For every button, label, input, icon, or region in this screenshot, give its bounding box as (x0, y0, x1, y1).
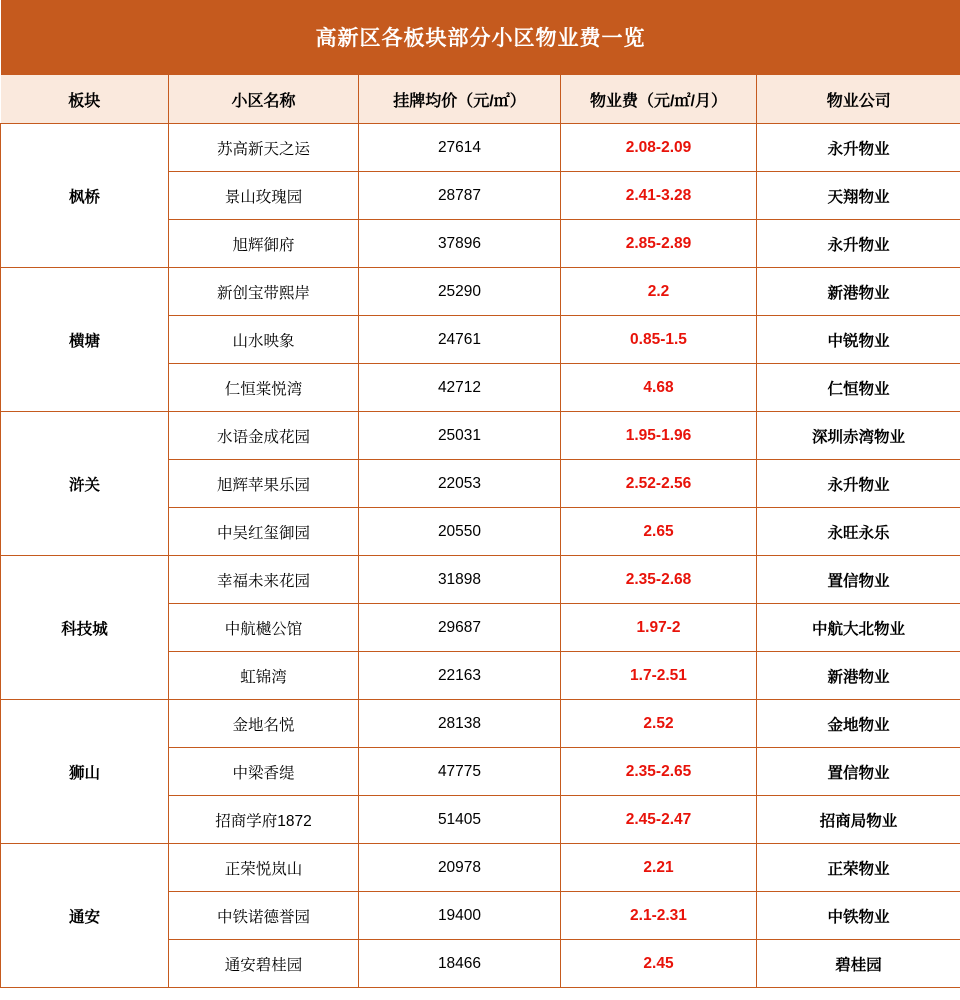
listing-price-cell: 20550 (359, 508, 561, 556)
community-name-cell: 正荣悦岚山 (169, 844, 359, 892)
property-company-cell: 永升物业 (757, 124, 960, 172)
block-cell: 科技城 (1, 556, 169, 700)
community-name-cell: 幸福未来花园 (169, 556, 359, 604)
property-fee-cell: 2.85-2.89 (561, 220, 757, 268)
property-fee-cell: 2.21 (561, 844, 757, 892)
listing-price-cell: 29687 (359, 604, 561, 652)
listing-price-cell: 28138 (359, 700, 561, 748)
property-company-cell: 永升物业 (757, 220, 960, 268)
property-company-cell: 中锐物业 (757, 316, 960, 364)
property-fee-cell: 1.95-1.96 (561, 412, 757, 460)
table-title-row (1, 0, 960, 75)
property-company-cell: 金地物业 (757, 700, 960, 748)
community-name-cell: 招商学府1872 (169, 796, 359, 844)
property-company-cell: 置信物业 (757, 748, 960, 796)
property-fee-cell: 1.97-2 (561, 604, 757, 652)
listing-price-cell: 31898 (359, 556, 561, 604)
table-row (1, 412, 960, 460)
listing-price-cell: 18466 (359, 940, 561, 988)
listing-price-cell: 24761 (359, 316, 561, 364)
block-cell: 横塘 (1, 268, 169, 412)
table-row (1, 268, 960, 316)
community-name-cell: 仁恒棠悦湾 (169, 364, 359, 412)
community-name-cell: 旭辉御府 (169, 220, 359, 268)
community-name-cell: 通安碧桂园 (169, 940, 359, 988)
property-fee-cell: 2.52 (561, 700, 757, 748)
listing-price-cell: 25290 (359, 268, 561, 316)
table-row (1, 844, 960, 892)
property-fee-cell: 0.85-1.5 (561, 316, 757, 364)
community-name-cell: 新创宝带熙岸 (169, 268, 359, 316)
listing-price-cell: 22053 (359, 460, 561, 508)
page-title: 高新区各板块部分小区物业费一览 (1, 0, 960, 75)
property-company-cell: 中航大北物业 (757, 604, 960, 652)
block-cell: 浒关 (1, 412, 169, 556)
listing-price-cell: 19400 (359, 892, 561, 940)
column-header-listing-price: 挂牌均价（元/㎡） (359, 75, 561, 124)
listing-price-cell: 51405 (359, 796, 561, 844)
listing-price-cell: 42712 (359, 364, 561, 412)
property-fee-cell: 2.41-3.28 (561, 172, 757, 220)
community-name-cell: 旭辉苹果乐园 (169, 460, 359, 508)
table-header-row (1, 75, 960, 124)
listing-price-cell: 28787 (359, 172, 561, 220)
property-company-cell: 碧桂园 (757, 940, 960, 988)
listing-price-cell: 25031 (359, 412, 561, 460)
property-company-cell: 中铁物业 (757, 892, 960, 940)
property-fee-cell: 4.68 (561, 364, 757, 412)
property-company-cell: 天翔物业 (757, 172, 960, 220)
property-company-cell: 新港物业 (757, 652, 960, 700)
block-cell: 枫桥 (1, 124, 169, 268)
listing-price-cell: 22163 (359, 652, 561, 700)
community-name-cell: 中航樾公馆 (169, 604, 359, 652)
community-name-cell: 山水映象 (169, 316, 359, 364)
column-header-community-name: 小区名称 (169, 75, 359, 124)
table-row (1, 556, 960, 604)
property-fee-cell: 2.45-2.47 (561, 796, 757, 844)
property-company-cell: 永旺永乐 (757, 508, 960, 556)
property-fee-cell: 2.45 (561, 940, 757, 988)
property-company-cell: 招商局物业 (757, 796, 960, 844)
community-name-cell: 虹锦湾 (169, 652, 359, 700)
property-fee-cell: 2.35-2.68 (561, 556, 757, 604)
listing-price-cell: 20978 (359, 844, 561, 892)
table-row (1, 700, 960, 748)
property-fee-cell: 2.2 (561, 268, 757, 316)
property-fee-cell: 2.35-2.65 (561, 748, 757, 796)
property-fee-cell: 2.08-2.09 (561, 124, 757, 172)
property-company-cell: 仁恒物业 (757, 364, 960, 412)
community-name-cell: 中铁诺德誉园 (169, 892, 359, 940)
property-company-cell: 正荣物业 (757, 844, 960, 892)
community-name-cell: 金地名悦 (169, 700, 359, 748)
property-fee-cell: 1.7-2.51 (561, 652, 757, 700)
listing-price-cell: 27614 (359, 124, 561, 172)
property-company-cell: 深圳赤湾物业 (757, 412, 960, 460)
listing-price-cell: 47775 (359, 748, 561, 796)
column-header-property-fee: 物业费（元/㎡/月） (561, 75, 757, 124)
block-cell: 通安 (1, 844, 169, 988)
property-company-cell: 新港物业 (757, 268, 960, 316)
community-name-cell: 中吴红玺御园 (169, 508, 359, 556)
property-fee-cell: 2.65 (561, 508, 757, 556)
property-company-cell: 置信物业 (757, 556, 960, 604)
community-name-cell: 中梁香缇 (169, 748, 359, 796)
column-header-block: 板块 (1, 75, 169, 124)
community-name-cell: 水语金成花园 (169, 412, 359, 460)
property-fee-cell: 2.1-2.31 (561, 892, 757, 940)
property-fee-cell: 2.52-2.56 (561, 460, 757, 508)
table-row (1, 124, 960, 172)
listing-price-cell: 37896 (359, 220, 561, 268)
block-cell: 狮山 (1, 700, 169, 844)
property-company-cell: 永升物业 (757, 460, 960, 508)
column-header-property-company: 物业公司 (757, 75, 960, 124)
community-name-cell: 苏高新天之运 (169, 124, 359, 172)
community-name-cell: 景山玫瑰园 (169, 172, 359, 220)
